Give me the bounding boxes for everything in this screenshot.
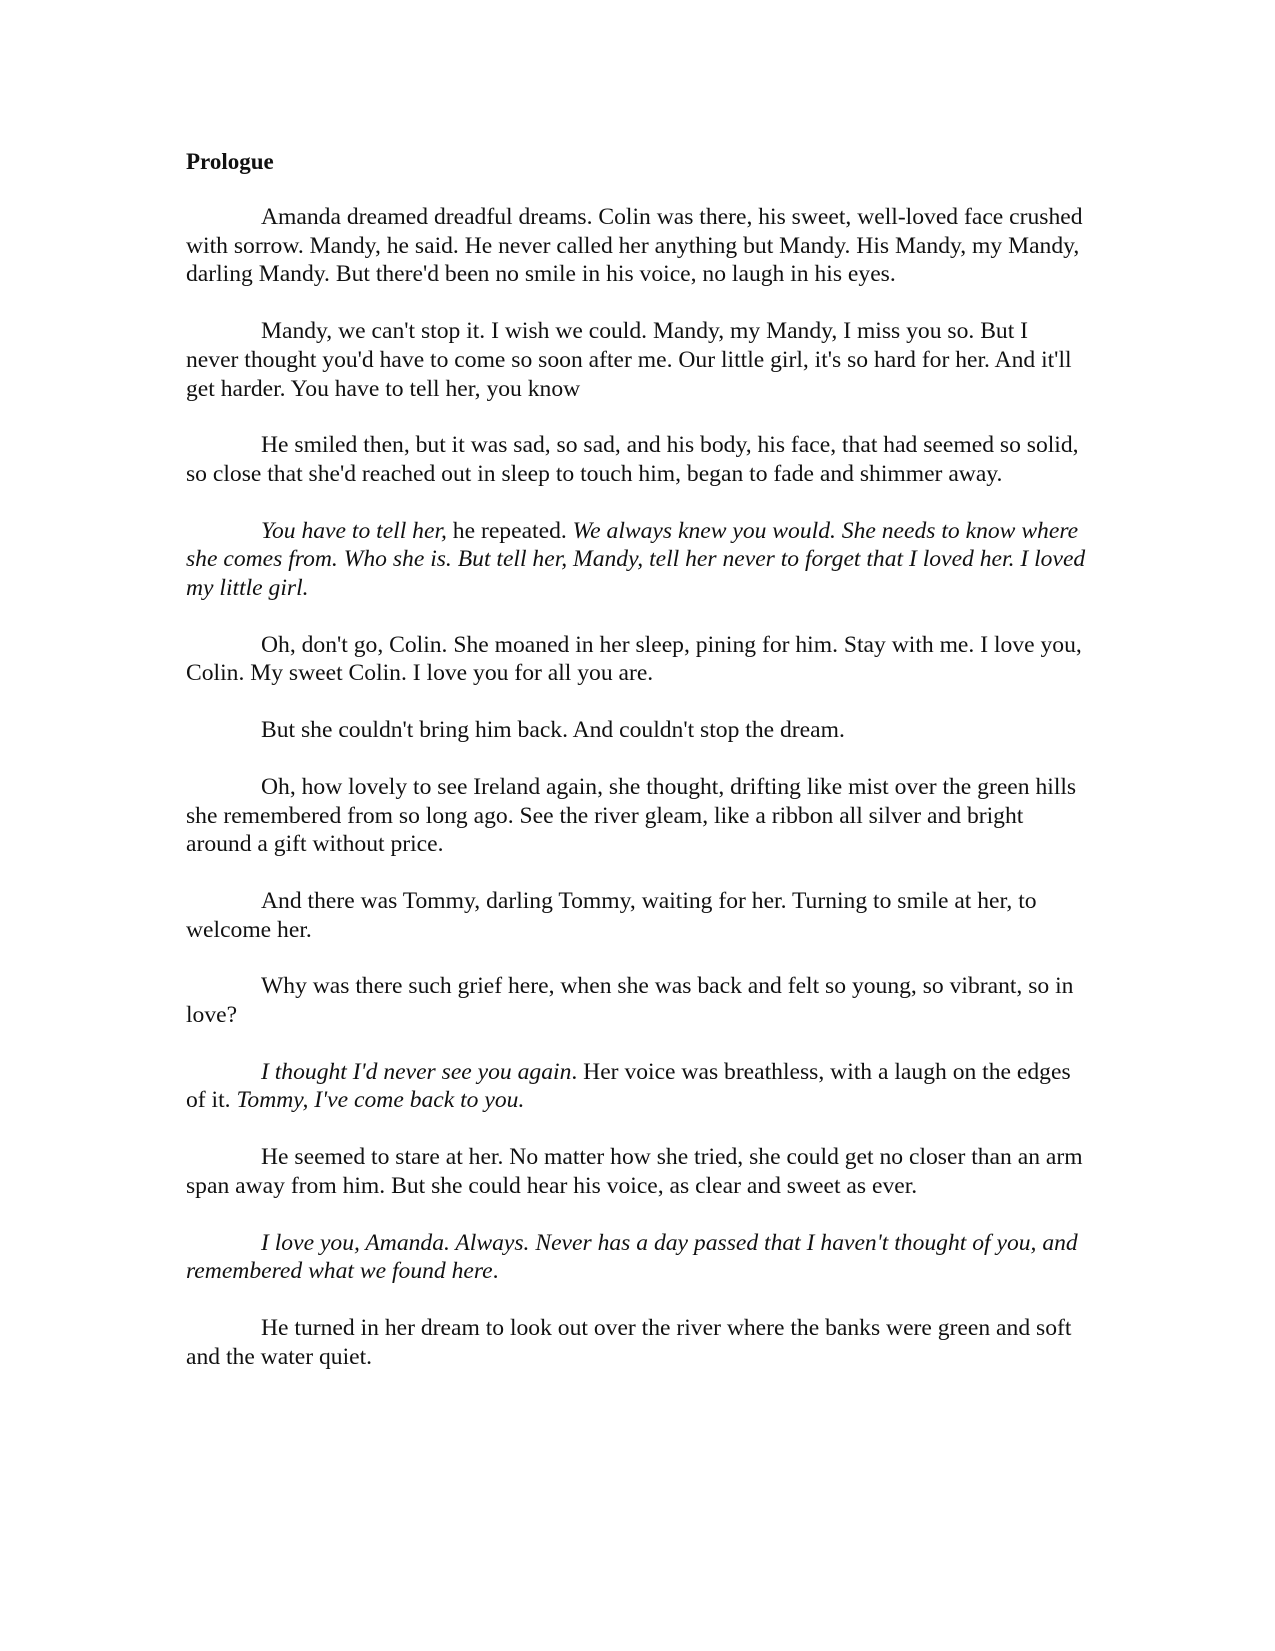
text-run: But she couldn't bring him back. And couldn't stop the dream. — [261, 717, 845, 744]
text-run: . — [492, 1258, 499, 1285]
italic-text-run: We always knew you would. She needs to know where she comes from. Who she is. But tell her, Mandy, tell her never to forget that I loved her. I loved my little girl. — [186, 517, 1086, 602]
paragraph — [186, 716, 1086, 745]
text-run: Oh, how lovely to see Ireland again, she thought, drifting like mist over the green hills she remembered from so long ago. See the river gleam, like a ribbon all silver and bright around a gift without price. — [186, 773, 1077, 858]
italic-text-run: You have to tell her, — [261, 517, 447, 544]
italic-text-run: Tommy, I've come back to you. — [236, 1087, 525, 1114]
text-run: And there was Tommy, darling Tommy, waiting for her. Turning to smile at her, to welcome her. — [186, 887, 1037, 943]
paragraph — [186, 1229, 1086, 1286]
document-body — [186, 147, 1086, 1399]
paragraph — [186, 1058, 1086, 1115]
paragraph — [186, 1143, 1086, 1200]
paragraph — [186, 317, 1086, 403]
paragraph-list — [186, 203, 1086, 1371]
italic-text-run: I thought I'd never see you again — [261, 1058, 572, 1085]
text-run: He smiled then, but it was sad, so sad, and his body, his face, that had seemed so solid, so close that she'd reached out in sleep to touch him, began to fade and shimmer away. — [186, 432, 1079, 487]
text-run: Why was there such grief here, when she was back and felt so young, so vibrant, so in love? — [186, 973, 1074, 1029]
paragraph — [186, 773, 1086, 859]
italic-text-run: I love you, Amanda. Always. Never has a day passed that I haven't thought of you, and remembered what we found here — [186, 1229, 1078, 1285]
paragraph — [186, 203, 1086, 289]
chapter-heading: Prologue — [186, 149, 274, 174]
text-run: . Her voice was breathless, with a laugh on the edges of it. — [186, 1058, 1071, 1114]
text-run: He turned in her dream to look out over the river where the banks were green and soft and the water quiet. — [186, 1314, 1072, 1370]
paragraph — [186, 631, 1086, 688]
paragraph — [186, 431, 1086, 488]
text-run: Amanda dreamed dreadful dreams. Colin was there, his sweet, well-loved face crushed with sorrow. Mandy, he said. He never called her anything but Mandy. His Mandy, my Mandy, darling Mandy. But there'd been no smile in his voice, no laugh in his eyes. — [186, 204, 1083, 288]
text-run: Oh, don't go, Colin. She moaned in her sleep, pining for him. Stay with me. I love you, Colin. My sweet Colin. I love you for all you are. — [186, 631, 1082, 687]
text-run: Mandy, we can't stop it. I wish we could. Mandy, my Mandy, I miss you so. But I never thought you'd have to come so soon after me. Our little girl, it's so hard for her. And it'll get harder. You have to tell her, you know — [186, 318, 1072, 402]
text-run: He seemed to stare at her. No matter how she tried, she could get no closer than an arm span away from him. But she could hear his voice, as clear and sweet as ever. — [186, 1144, 1083, 1199]
text-run: he repeated. — [446, 517, 573, 544]
paragraph — [186, 972, 1086, 1029]
paragraph — [186, 517, 1086, 603]
paragraph — [186, 1314, 1086, 1371]
paragraph — [186, 887, 1086, 944]
